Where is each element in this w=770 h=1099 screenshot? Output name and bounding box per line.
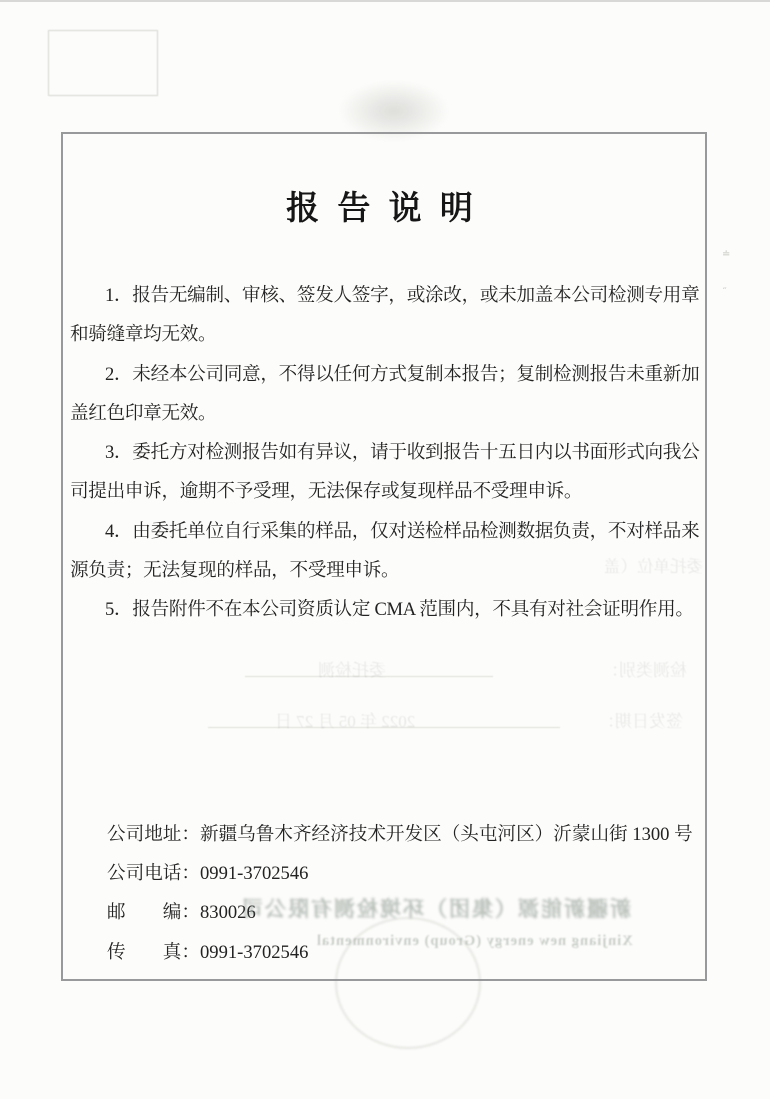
contact-address-value: 新疆乌鲁木齐经济技术开发区（头屯河区）沂蒙山街 1300 号 [199, 824, 693, 845]
contact-fax-value: 0991-3702546 [199, 941, 309, 963]
bleedthrough-stamp-arc [335, 917, 481, 1049]
margin-mark-1: ≐ [722, 249, 731, 260]
bleedthrough-company-name-en: Xinjiang new energy (Group) environmental [316, 933, 633, 949]
page-title: 报 告 说 明 [286, 191, 478, 227]
scan-edge-top [0, 0, 770, 2]
note-2-line-1: 2．未经本公司同意，不得以任何方式复制本报告；复制检测报告未重新加 [105, 363, 700, 385]
bleedthrough-date-label: 签发日期： [598, 712, 683, 731]
contact-postcode-label: 邮 编： [107, 902, 200, 924]
contact-phone-row [107, 854, 693, 893]
note-4-line-1: 4．由委托单位自行采集的样品，仅对送检样品检测数据负责，不对样品来 [105, 520, 700, 542]
bleedthrough-category-value: 委托检测 [318, 661, 386, 680]
contact-postcode-value: 830026 [199, 902, 256, 924]
note-3-line-1: 3．委托方对检测报告如有异议，请于收到报告十五日内以书面形式向我公 [105, 442, 700, 464]
contact-phone-label: 公司电话： [107, 863, 200, 885]
bleedthrough-date-value: 2022 年 05 月 27 日 [275, 712, 416, 731]
bleedthrough-underline-1 [245, 676, 493, 677]
margin-mark-2: ˶ [723, 282, 727, 293]
bleedthrough-underline-2 [208, 727, 560, 728]
contact-address-label: 公司地址： [107, 824, 200, 845]
note-1-line-1: 1．报告无编制、审核、签发人签字，或涂改，或未加盖本公司检测专用章 [105, 285, 700, 306]
contact-fax-label: 传 真： [107, 941, 200, 963]
report-notes [70, 276, 700, 630]
note-4-line-2: 源负责；无法复现的样品，不受理申诉。 [70, 560, 400, 582]
bleedthrough-category-label: 检测类别： [602, 661, 687, 680]
bleedthrough-company-name-cn: 新疆新能源（集团）环境检测有限公司 [240, 897, 631, 921]
contact-address-row [107, 815, 693, 854]
bleedthrough-entrust-unit: 委托单位（盖 [604, 557, 703, 576]
note-3-line-2: 司提出申诉，逾期不予受理，无法保存或复现样品不受理申诉。 [70, 481, 583, 503]
note-5-line-1: 5．报告附件不在本公司资质认定 CMA 范围内，不具有对社会证明作用。 [105, 599, 694, 621]
note-2-line-2: 盖红色印章无效。 [70, 402, 217, 424]
note-1-line-2: 和骑缝章均无效。 [70, 324, 217, 346]
contact-phone-value: 0991-3702546 [199, 863, 309, 885]
bleedthrough-stamp-box [48, 30, 158, 96]
